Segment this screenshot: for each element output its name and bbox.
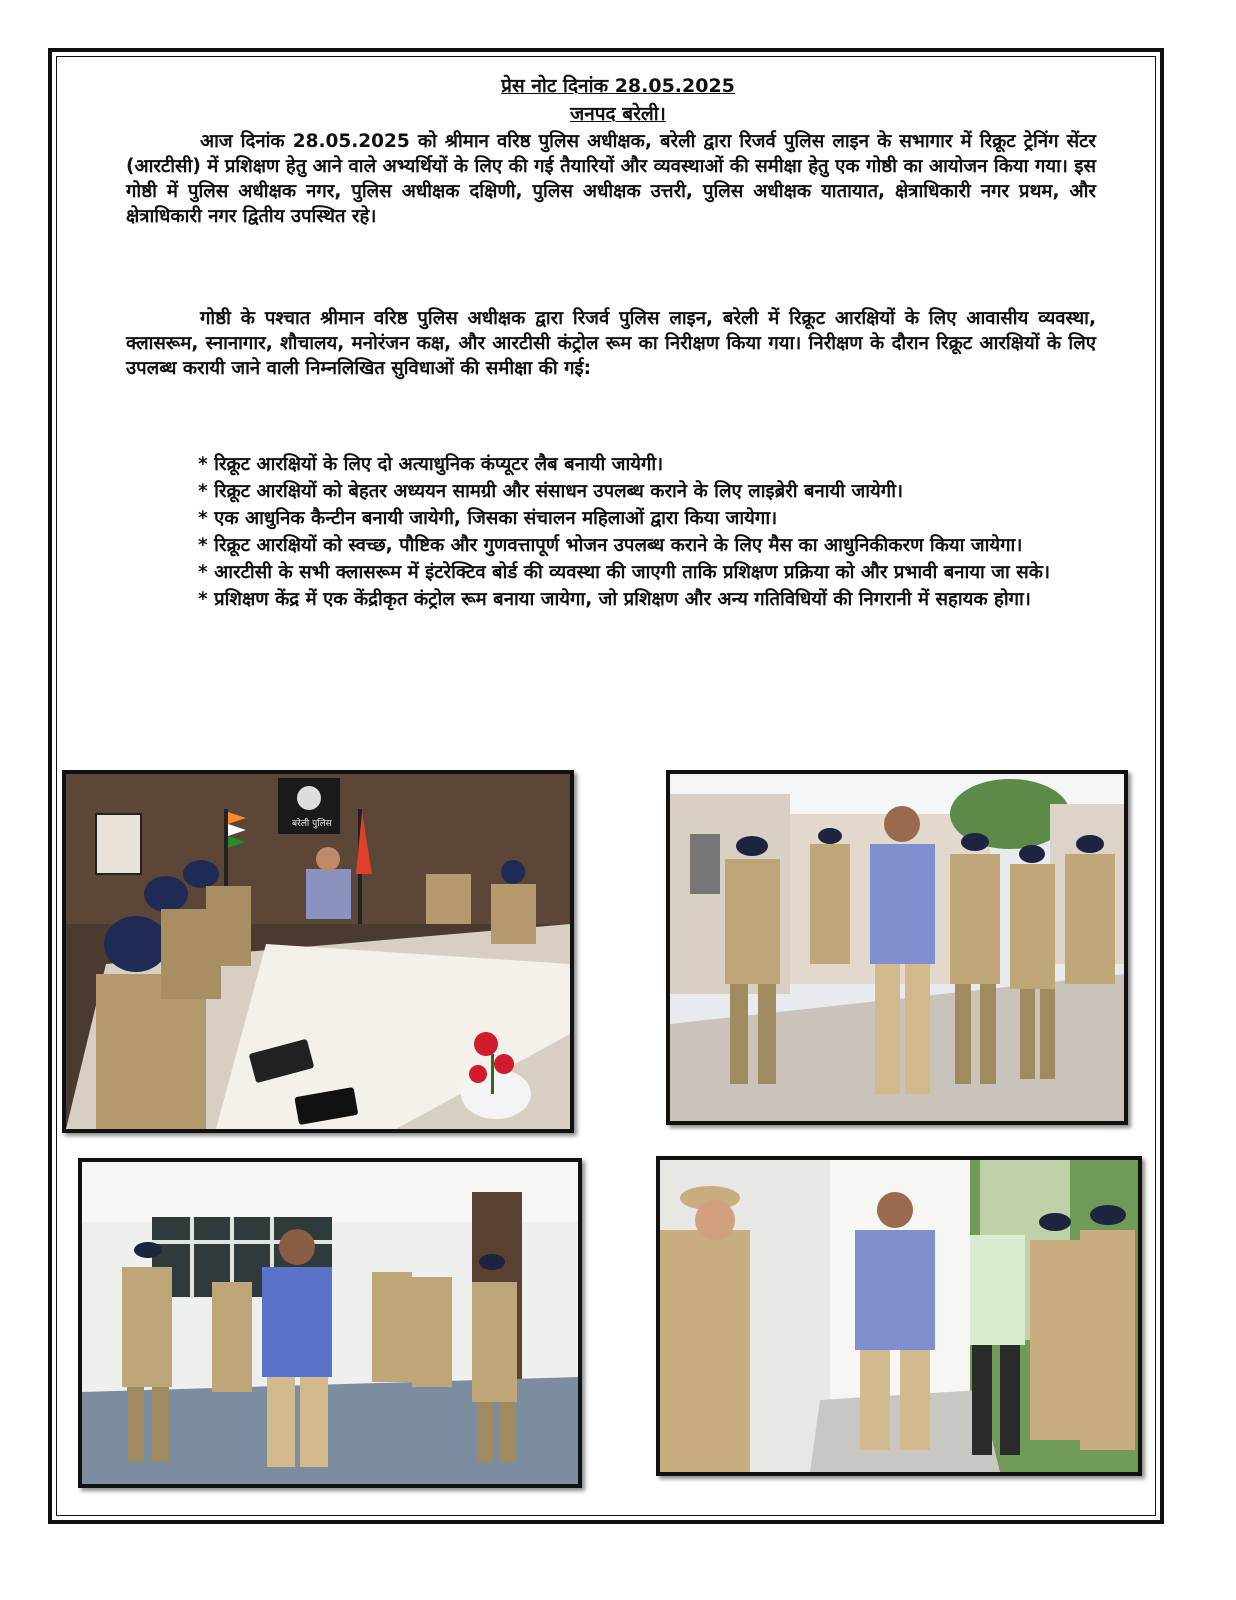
- meeting-sign-text: बरेली पुलिस: [292, 819, 332, 829]
- district-title: जनपद बरेली।: [570, 103, 666, 125]
- paragraph-inspection: गोष्ठी के पश्चात श्रीमान वरिष्ठ पुलिस अधीक्षक द्वारा रिजर्व पुलिस लाइन, बरेली में रिक्रूट आरक्षियों के लिए आवासीय व्यवस्था, क्लासरूम, स्नानागार, शौचालय, मनोरंजन कक्ष, और आरटीसी कंट्रोल रूम का निरीक्षण किया गया। निरीक्षण के दौरान रिक्रूट आरक्षियों के लिए उपलब्ध करायी जाने वाली निम्नलिखित सुविधाओं की समीक्षा की गई:: [126, 308, 1096, 379]
- photo-outdoor-inspection: [666, 770, 1128, 1125]
- list-item: * प्रशिक्षण केंद्र में एक केंद्रीकृत कंट्रोल रूम बनाया जायेगा, जो प्रशिक्षण और अन्य गतिविधियों की निगरानी में सहायक होगा।: [198, 589, 1031, 610]
- list-item: * एक आधुनिक कैन्टीन बनायी जायेगी, जिसका संचालन महिलाओं द्वारा किया जायेगा।: [198, 508, 778, 529]
- list-item: * रिक्रूट आरक्षियों के लिए दो अत्याधुनिक कंप्यूटर लैब बनायी जायेगी।: [198, 454, 664, 475]
- list-item: * रिक्रूट आरक्षियों को बेहतर अध्ययन सामग्री और संसाधन उपलब्ध कराने के लिए लाइब्रेरी बनायी जायेगी।: [198, 481, 904, 502]
- list-item: * रिक्रूट आरक्षियों को स्वच्छ, पौष्टिक और गुणवत्तापूर्ण भोजन उपलब्ध कराने के लिए मैस का आधुनिकीकरण किया जायेगा।: [198, 535, 1023, 556]
- press-note-title: प्रेस नोट दिनांक 28.05.2025: [501, 75, 735, 97]
- list-item: * आरटीसी के सभी क्लासरूम में इंटरेक्टिव बोर्ड की व्यवस्था की जाएगी ताकि प्रशिक्षण प्रक्रिया को और प्रभावी बनाया जा सके।: [198, 562, 1050, 583]
- photo-meeting-hall: [62, 770, 574, 1133]
- facilities-list: [198, 452, 1096, 614]
- photo-classroom-walk: [78, 1158, 582, 1488]
- paragraph-meeting: आज दिनांक 28.05.2025 को श्रीमान वरिष्ठ पुलिस अधीक्षक, बरेली द्वारा रिजर्व पुलिस लाइन के सभागार में रिक्रूट ट्रेनिंग सेंटर (आरटीसी) में प्रशिक्षण हेतु आने वाले अभ्यर्थियों के लिए की गई तैयारियों और व्यवस्थाओं की समीक्षा हेतु एक गोष्ठी का आयोजन किया गया। इस गोष्ठी में पुलिस अधीक्षक नगर, पुलिस अधीक्षक दक्षिणी, पुलिस अधीक्षक उत्तरी, पुलिस अधीक्षक यातायात, क्षेत्राधिकारी नगर प्रथम, और क्षेत्राधिकारी नगर द्वितीय उपस्थित रहे।: [126, 131, 1096, 227]
- photo-room-inspection: [656, 1156, 1142, 1476]
